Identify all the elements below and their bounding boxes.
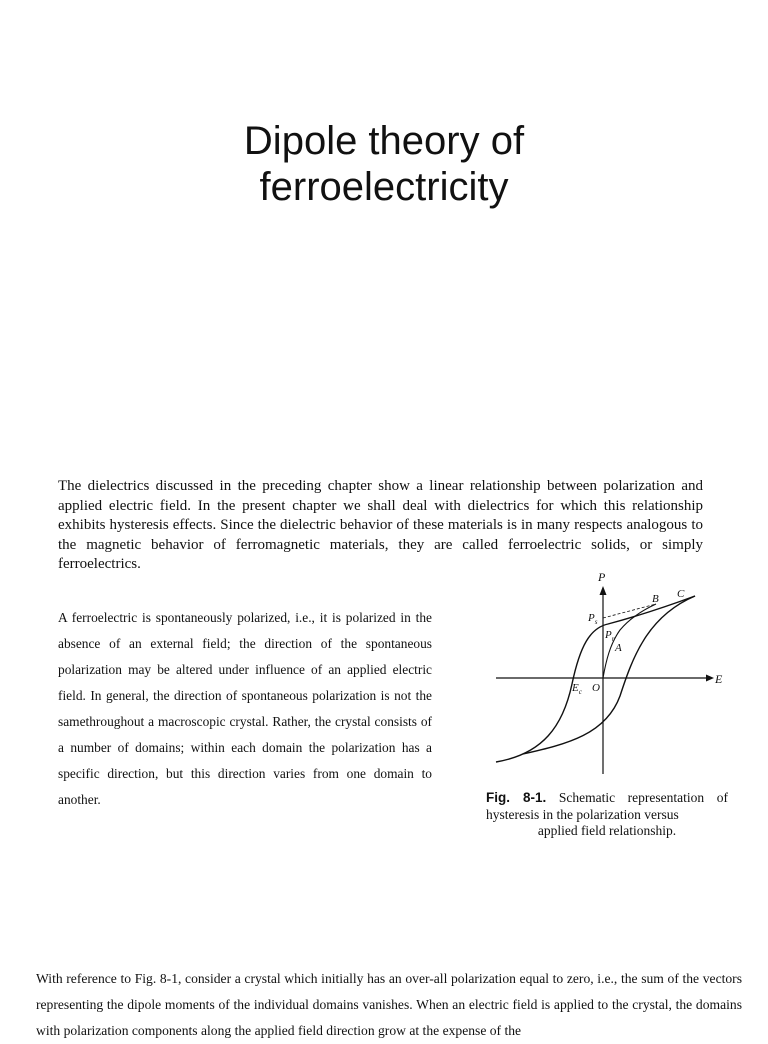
p-axis-label: P — [598, 570, 606, 584]
ps-label: $P_s$ — [588, 612, 598, 626]
ec-label: $E_c$ — [572, 682, 582, 696]
b-label: B — [652, 593, 659, 605]
p-axis-arrow — [600, 586, 607, 595]
figure-caption-text: Schematic representation of hysteresis in the polarization versus — [486, 790, 728, 822]
ps-dashed-line — [603, 604, 656, 618]
page-title — [0, 118, 768, 210]
a-label: A — [615, 642, 622, 654]
hysteresis-diagram — [488, 566, 738, 796]
title-line-2: ferroelectricity — [259, 165, 509, 209]
loop-lower-branch — [523, 596, 695, 754]
body-paragraph: A ferroelectric is spontaneously polarized, i.e., it is polarized in the absence of an external field; the direction of the spontaneous polarization may be altered under influence of an applied electric field. In general, the direction of spontaneous polarization is not the samethroughout a macroscopic crystal. Rather, the crystal consists of a number of domains; within each domain the polarization has a specific direction, but this direction varies from one domain to another. — [58, 610, 432, 807]
figure-caption-last-line: applied field relationship. — [537, 823, 677, 838]
pr-label: $P_r$ — [605, 629, 615, 643]
e-axis-arrow — [706, 675, 714, 682]
figure-caption-label: Fig. 8-1. — [486, 790, 547, 805]
intro-paragraph: The dielectrics discussed in the preceding chapter show a linear relationship between polarization and applied electric field. In the present chapter we shall deal with dielectrics for which this relationship exhibits hysteresis effects. Since the dielectric behavior of these materials is in many respects analogous to the magnetic behavior of ferromagnetic materials, they are called ferroelectric solids, or simply ferroelectrics. — [58, 478, 703, 572]
e-axis-label: E — [715, 672, 723, 686]
title-line-1: Dipole theory of — [243, 119, 525, 163]
figure-caption — [486, 790, 728, 840]
c-label: C — [677, 588, 685, 600]
origin-label: O — [592, 682, 600, 694]
bottom-paragraph: With reference to Fig. 8-1, consider a crystal which initially has an over-all polarization equal to zero, i.e., the sum of the vectors representing the dipole moments of the individual domains vanishes. When an electric field is applied to the crystal, the domains with polarization components along the applied field direction grow at the expense of the — [36, 971, 742, 1038]
hysteresis-figure — [488, 566, 738, 796]
